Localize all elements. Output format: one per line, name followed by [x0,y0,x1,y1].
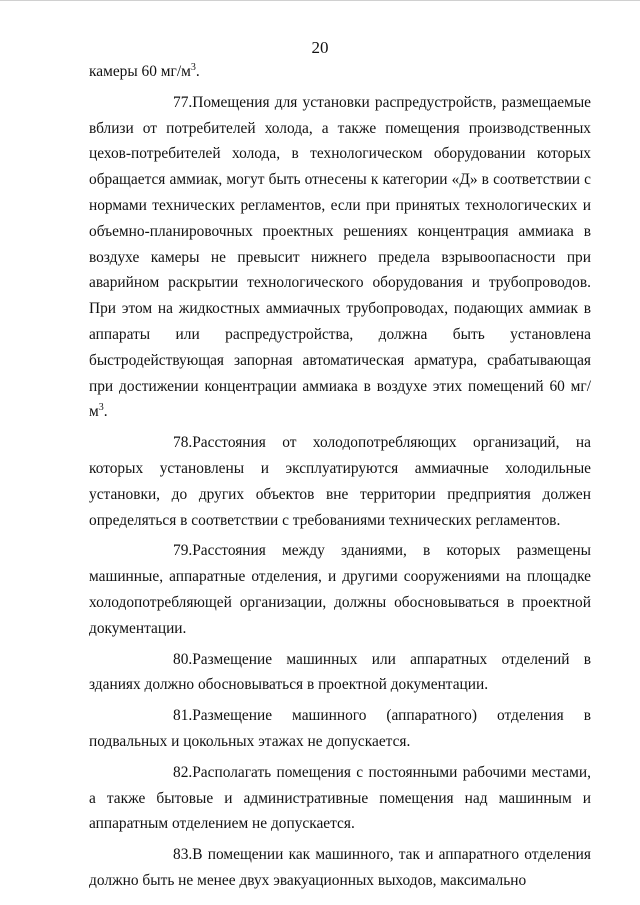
paragraph-text: Расстояния между зданиями, в которых размещены машинные, аппаратные отделения, и другими сооружениями на площадке холодопотребляющей организации, должны обосновываться в проектной документации. [89,542,591,637]
superscript: 3 [190,61,196,73]
paragraph-number: 78. [173,434,193,452]
paragraph-text: Помещения для установки распредустройств, размещаемые вблизи от потребителей холода, а также помещения производственных цехов-потребителей холода, в технологическом оборудовании которых обращается аммиак, могут быть отнесены к категории «Д» в соответствии с нормами технических регламентов, если при принятых технологических и объемно-планировочных проектных решениях концентрация аммиака в воздухе камеры не превысит нижнего предела взрывоопасности при аварийном раскрытии технологического оборудования и трубопроводов. При этом на жидкостных аммиачных трубопроводах, подающих аммиак в аппараты или распредустройства, должна быть установлена быстродействующая запорная автоматическая арматура, срабатывающая при достижении концентрации аммиака в воздухе этих помещений 60 мг/м [89,93,591,421]
paragraph-text: Размещение машинных или аппаратных отделений в зданиях должно обосновываться в проектной документации. [89,650,591,694]
paragraph-83 [89,842,591,894]
continuation-end: . [195,63,200,80]
paragraph-number: 77. [173,93,193,111]
paragraph-81 [89,703,591,755]
paragraph-number: 82. [173,763,193,781]
page-number: 20 [311,38,329,57]
paragraph-80 [89,647,591,699]
paragraph-number: 83. [173,846,193,864]
paragraph-78 [89,430,591,533]
continuation-paragraph [89,59,591,85]
continuation-text: камеры 60 мг/м [89,63,191,80]
paragraph-number: 79. [173,542,193,560]
paragraph-number: 81. [173,707,193,725]
paragraph-77 [89,90,591,425]
scan-edge [0,0,640,1]
paragraph-text: Размещение машинного (аппаратного) отделения в подвальных и цокольных этажах не допускается. [89,707,591,750]
superscript: 3 [98,402,104,414]
paragraph-82 [89,760,591,837]
paragraph-text: Расстояния от холодопотребляющих организаций, на которых установлены и эксплуатируются аммиачные холодильные установки, до других объектов вне территории предприятия должен определяться в соответствии с требованиями технических регламентов. [89,434,591,529]
paragraph-end: . [103,403,108,421]
paragraph-text: Располагать помещения с постоянными рабочими местами, а также бытовые и административные помещения над машинным и аппаратным отделением не допускается. [89,763,591,833]
paragraph-number: 80. [173,650,193,668]
paragraph-text: В помещении как машинного, так и аппаратного отделения должно быть не менее двух эвакуационных выходов, максимально [89,846,591,889]
paragraph-79 [89,538,591,641]
document-body [89,59,591,899]
